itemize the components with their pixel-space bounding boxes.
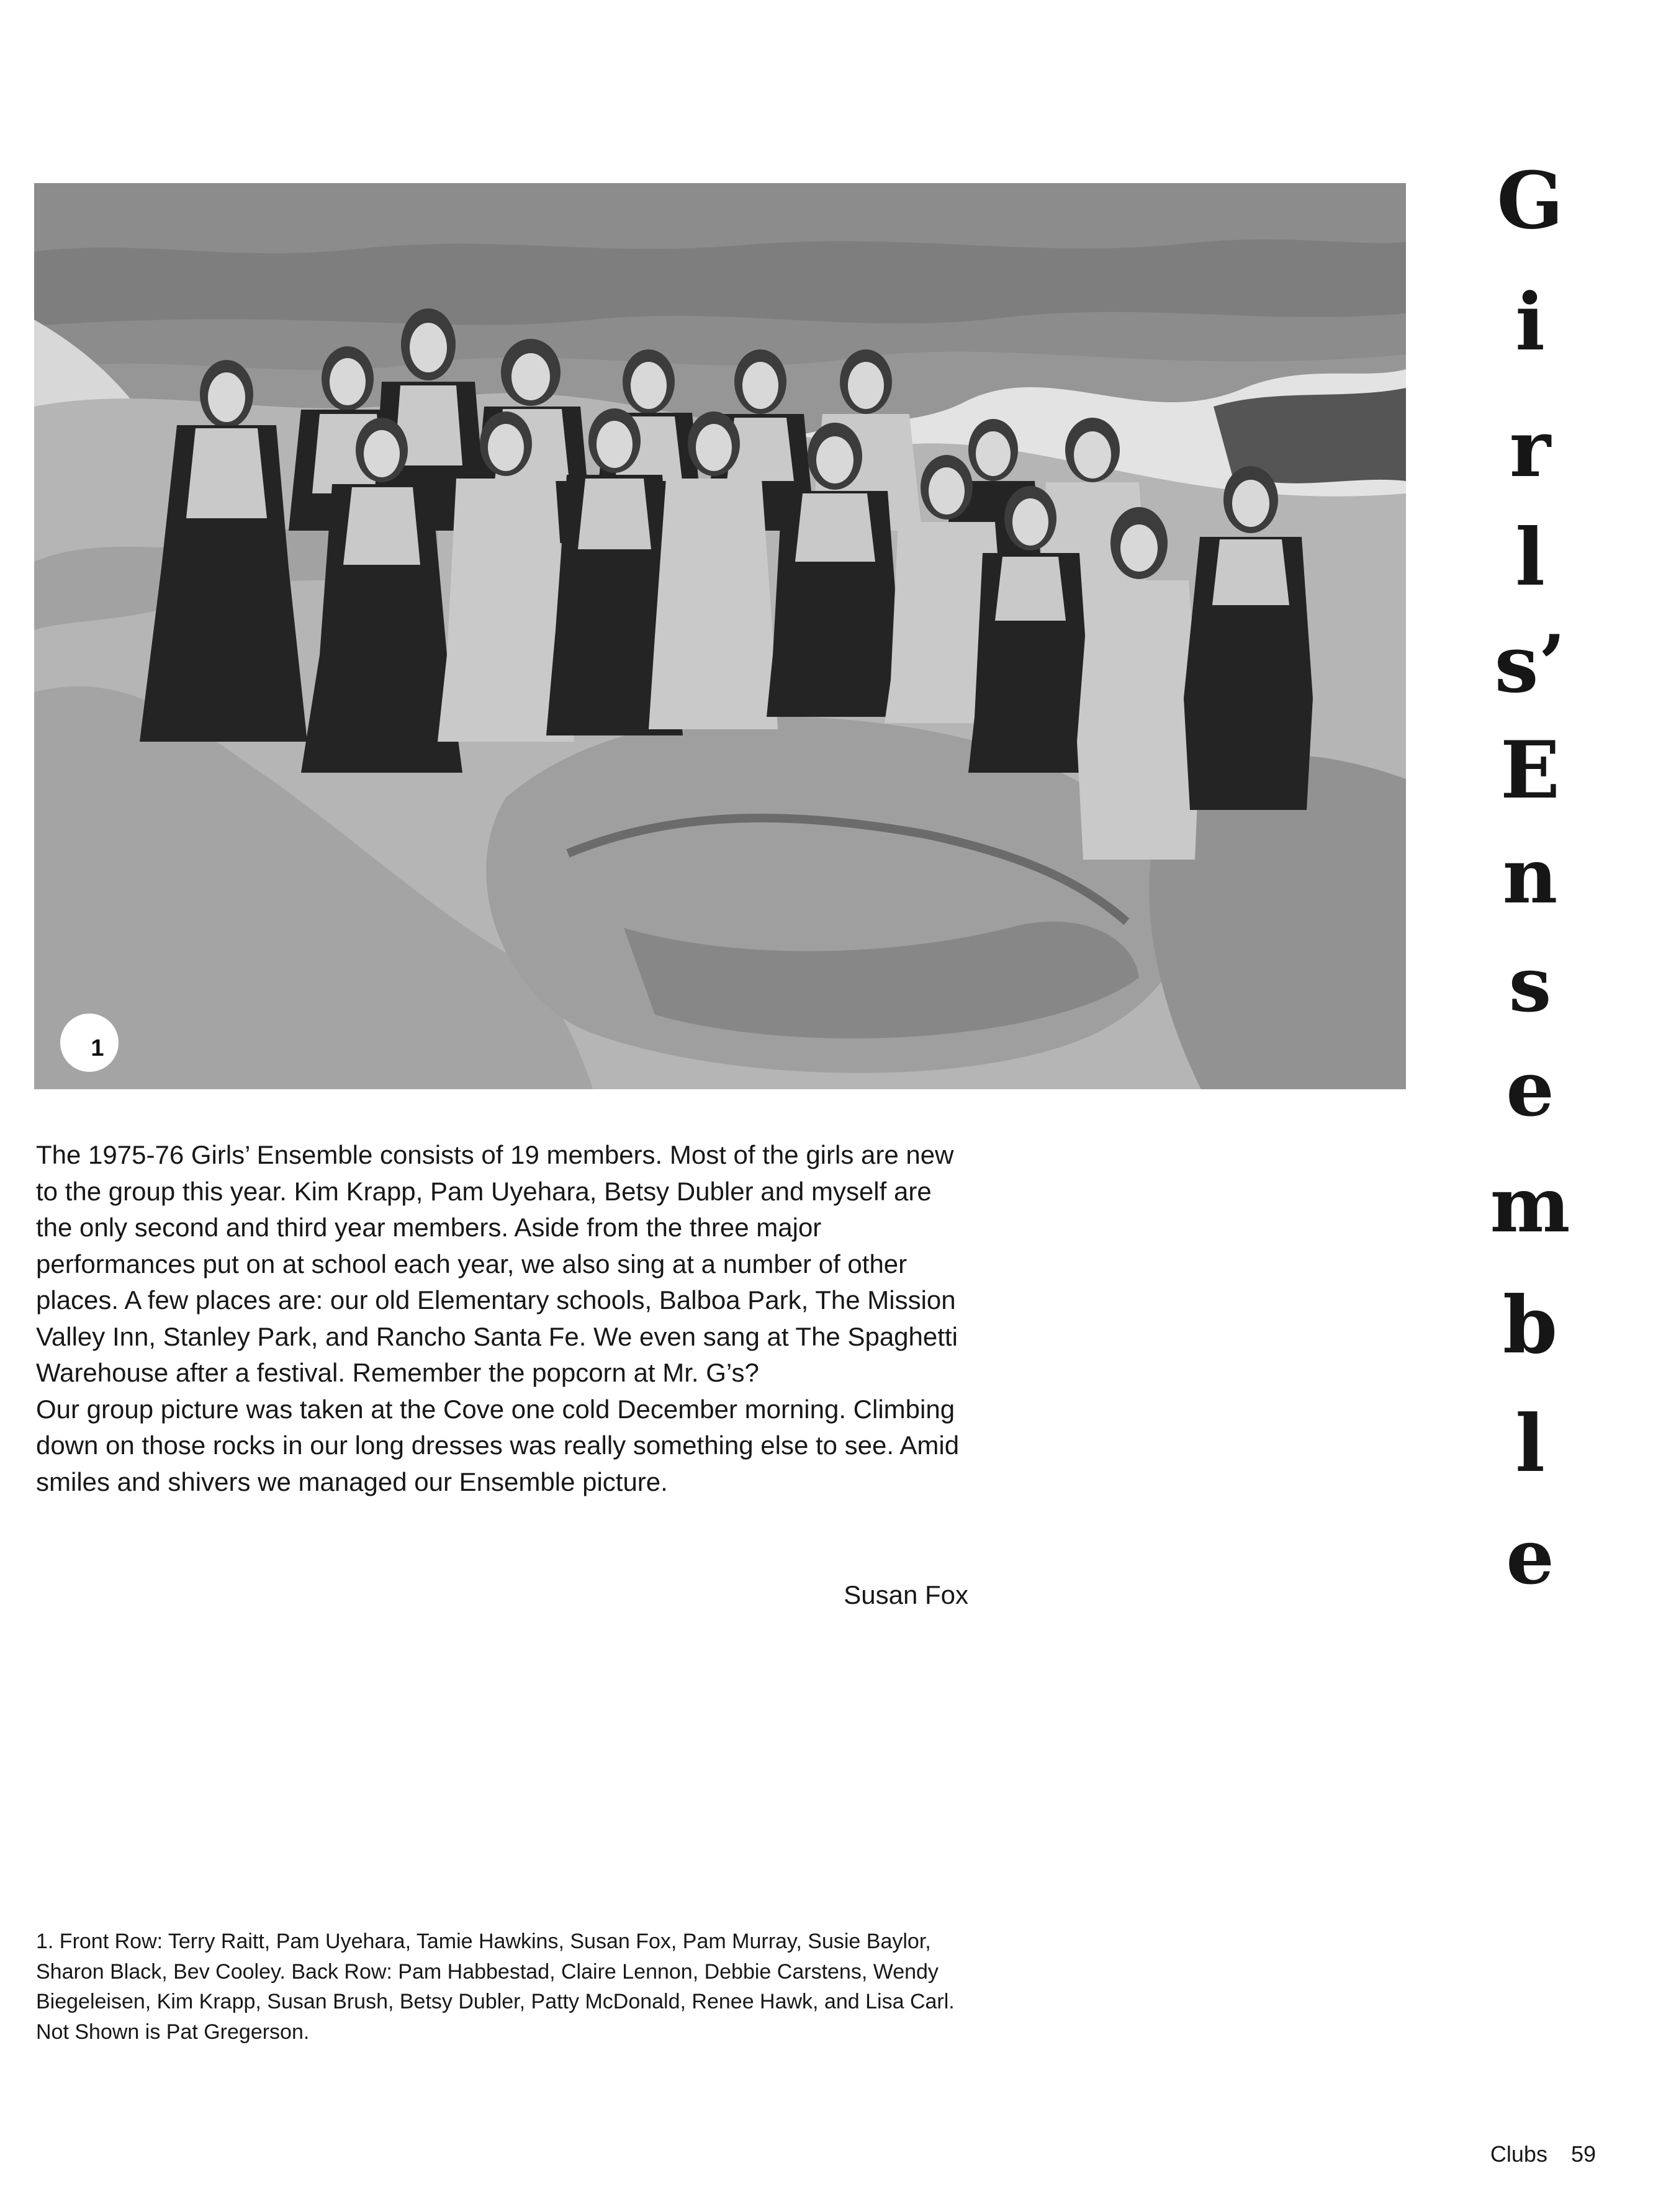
article-paragraph-one: The 1975-76 Girls’ Ensemble consists of 19 members. Most of the girls are new to the group this year. Kim Krapp, Pam Uyehara, Betsy Dubler and myself are the only second and third year members. Aside from the three major performances put on at school each year, we also sing at a number of other places. A few places are: our old Elementary schools, Balboa Park, The Mission Valley Inn, Stanley Park, and Rancho Santa Fe. We even sang at The Spaghetti Warehouse after a festival. Remember the popcorn at Mr. G’s?: [36, 1140, 958, 1387]
page-footer: [1490, 2141, 1596, 2167]
title-letter-b: b: [1502, 1279, 1558, 1371]
title-letter-m: m: [1490, 1160, 1570, 1249]
title-letter-e: E: [1500, 724, 1561, 816]
title-letter-e-second: e: [1506, 1044, 1554, 1133]
page-number: 59: [1570, 2141, 1596, 2167]
title-letter-s: s: [1508, 940, 1552, 1029]
title-letter-l: l: [1515, 511, 1545, 603]
title-letter-g: G: [1497, 155, 1564, 246]
title-letter-e-third: e: [1506, 1512, 1554, 1601]
article-body: [36, 1137, 973, 1500]
title-letter-n: n: [1502, 831, 1558, 920]
section-label: Clubs: [1490, 2141, 1547, 2167]
article-paragraph-two: Our group picture was taken at the Cove one cold December morning. Climbing down on those rocks in our long dresses was really something else to see. Amid smiles and shivers we managed our Ensemble picture.: [36, 1394, 960, 1496]
seaside-photograph: [34, 183, 1406, 1089]
title-letter-s-apostrophe: s’: [1494, 618, 1566, 710]
photo-number-badge: 1: [60, 1014, 119, 1072]
photo-caption: 1. Front Row: Terry Raitt, Pam Uyehara, Tamie Hawkins, Susan Fox, Pam Murray, Susie Baylor, Sharon Black, Bev Cooley. Back Row: Pam Habbestad, Claire Lennon, Debbie Carstens, Wendy Biegeleisen, Kim Krapp, Susan Brush, Betsy Dubler, Patty McDonald, Renee Hawk, and Lisa Carl. Not Shown is Pat Gregerson.: [36, 1930, 955, 2044]
title-letter-i: i: [1515, 276, 1545, 368]
ensemble-group-photo: [34, 183, 1406, 1089]
title-letter-r: r: [1509, 403, 1551, 495]
article-author: Susan Fox: [844, 1580, 968, 1609]
title-letter-l-second: l: [1515, 1398, 1545, 1490]
